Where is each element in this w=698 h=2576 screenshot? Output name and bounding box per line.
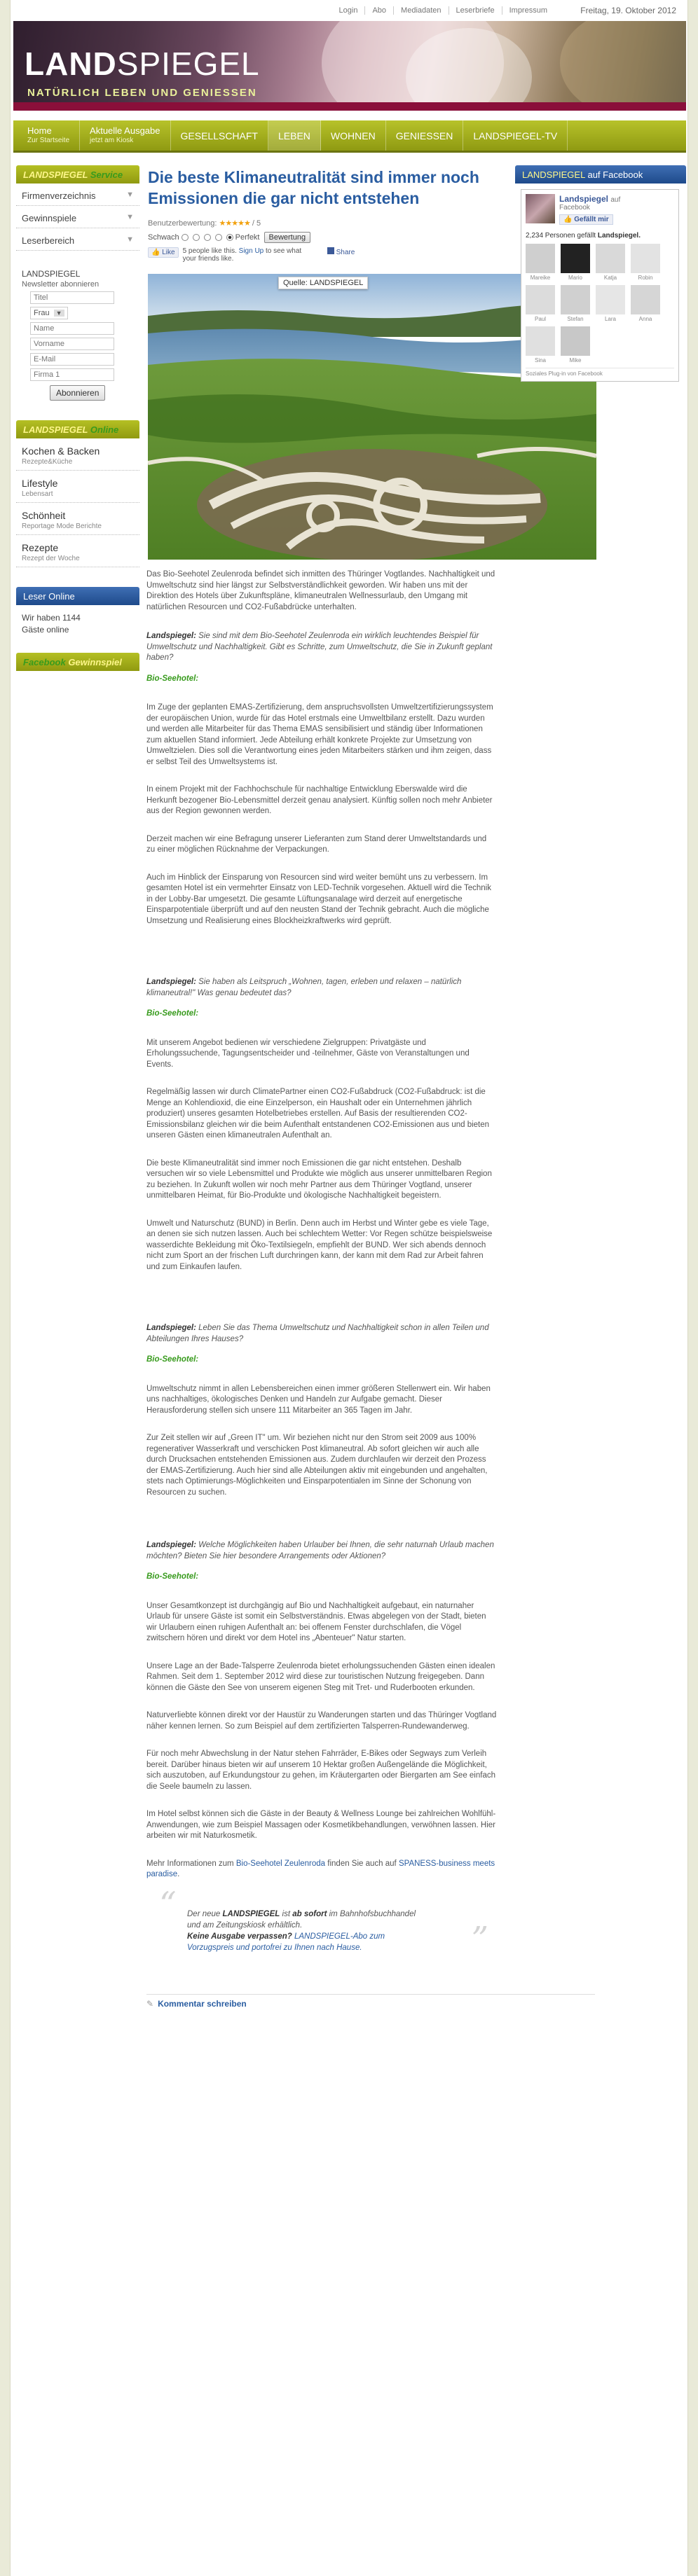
- category-schoenheit[interactable]: Schönheit Reportage Mode Berichte: [16, 503, 139, 535]
- chevron-down-icon: ▼: [126, 191, 134, 199]
- more-info: Mehr Informationen zum Bio-Seehotel Zeulenroda finden Sie auch auf SPANESS-business meets paradise.: [146, 1859, 495, 1878]
- rating-radio-1[interactable]: [182, 234, 189, 241]
- menu-item-firmenverzeichnis[interactable]: Firmenverzeichnis ▼: [16, 183, 139, 206]
- fb-face[interactable]: Katja: [596, 244, 625, 281]
- left-sidebar: [16, 165, 139, 671]
- current-date: Freitag, 19. Oktober 2012: [580, 6, 676, 15]
- top-links: [332, 6, 554, 15]
- newsletter-firma-field[interactable]: [30, 368, 114, 381]
- abo-link[interactable]: LANDSPIEGEL-Abo zum: [294, 1932, 385, 1941]
- like-count-text: 5 people like this. Sign Up to see what your friends like.: [182, 247, 302, 263]
- answer-4-p1: Unser Gesamtkonzept ist durchgängig auf Bio und Nachhaltigkeit aufgebaut, ein naturnaher Urlaub für unsere Gäste ist somit ein Selbstverständnis. Etwas abgelegen von der Stadt, bieten wir Urlaubern einen ruhigen Aufenthalt an: bei offenem Fenster durchschlafen, die Vögel zwitschern hören und direkt vor dem Hotel ins „Abenteuer" Natur starten.: [146, 1601, 486, 1642]
- answer-3-p1: Umweltschutz nimmt in allen Lebensbereichen einen immer größeren Stellenwert ein. Wir haben uns nachhaltiges, ökologisches Denken und Handeln zur Aufgabe gemacht. Dieser Herausforderung stellen sich unsere 111 Mitarbeiter an 365 Tagen im Jahr.: [146, 1384, 491, 1415]
- nav-item-geniessen[interactable]: GENIESSEN: [386, 120, 464, 151]
- answer-1-p1: Im Zuge der geplanten EMAS-Zertifizierung, dem anspruchsvollsten Umweltzertifizierungssystem der europäischen Union, wurde für das Hotel erstmals eine Umweltbilanz erstellt. Dazu wurden und werden alle Mitarbeiter für das Thema EMAS sensibilisiert und ständig über Informationen zum aktuellen Stand informiert. Jede Abteilung erhält konkrete Projekte zur Umsetzung von Umweltzielen. Dies soll die Verantwortung eines jeden Mitarbeiters stärken und ihm zeigen, dass er selbst Teil des Umweltsystems ist.: [146, 703, 493, 766]
- fb-face[interactable]: Mario: [561, 244, 590, 281]
- fb-face[interactable]: Sina: [526, 326, 555, 363]
- comment-icon: ✎: [146, 1998, 154, 2009]
- fb-face[interactable]: Mike: [561, 326, 590, 363]
- newsletter-email-field[interactable]: [30, 353, 114, 366]
- article: [146, 165, 518, 2009]
- fb-like-button[interactable]: 👍 Gefällt mir: [559, 214, 613, 225]
- topbar: [11, 0, 687, 21]
- question-3: Landspiegel: Leben Sie das Thema Umweltschutz und Nachhaltigkeit schon in allen Teilen und Abteilungen Ihres Hauses?: [146, 1324, 489, 1343]
- question-2: Landspiegel: Sie haben als Leitspruch „Wohnen, tagen, erleben und relaxen – natürlich klimaneutral!" Was genau bedeutet das?: [146, 978, 462, 997]
- fb-page-name[interactable]: Landspiegel auf Facebook 👍 Gefällt mir: [559, 194, 621, 223]
- newsletter-name-field[interactable]: [30, 322, 114, 335]
- menu-item-leserbereich[interactable]: Leserbereich ▼: [16, 228, 139, 251]
- service-heading: LANDSPIEGEL Service: [16, 165, 139, 183]
- nav-item-home[interactable]: Home Zur Startseite: [18, 120, 80, 151]
- fb-face[interactable]: Stefan: [561, 285, 590, 322]
- facebook-share-button[interactable]: Share: [327, 247, 355, 256]
- leser-online-heading: Leser Online: [16, 587, 139, 605]
- main-nav: [13, 120, 686, 153]
- nav-item-landspiegel-tv[interactable]: LANDSPIEGEL-TV: [463, 120, 568, 151]
- newsletter-title-field[interactable]: [30, 291, 114, 304]
- subscribe-button[interactable]: Abonnieren: [50, 385, 105, 401]
- right-sidebar: [515, 165, 686, 382]
- top-link-abo[interactable]: Abo: [364, 6, 393, 15]
- page-thumbnail: [526, 194, 555, 223]
- answer-3-p2: Zur Zeit stellen wir auf „Green IT" um. Wir beziehen nicht nur den Strom seit 2009 aus 100% regenerativer Wasserkraft und verschicken Post klimaneutral. Ab sofort gleichen wir auch alle durch Drucksachen entstehenden Emissionen aus. Zudem durchlaufen wir derzeit den Prozess der EMAS-Zertifizierung. Auch hier sind alle Abteilungen aktiv mit eingebunden und angehalten, stets nach Optimierungs-Möglichkeiten und Einsparpotentialen im Sinne der Schonung von Resourcen zu suchen.: [146, 1434, 488, 1497]
- answer-1-p3: Derzeit machen wir eine Befragung unserer Lieferanten zum Stand derer Umweltstandards und zu einer möglichen Rücknahme der Verpackungen.: [146, 834, 487, 854]
- promo-quote: “ Der neue LANDSPIEGEL ist ab sofort im Bahnhofsbuchhandel und am Zeitungskiosk erhältlich. Keine Ausgabe verpassen? LANDSPIEGEL-Abo zum Vorzugspreis und portofrei zu Ihnen nach Hause. ”: [159, 1884, 488, 1959]
- nav-item-wohnen[interactable]: WOHNEN: [321, 120, 386, 151]
- article-intro: Das Bio-Seehotel Zeulenroda befindet sich inmitten des Thüringer Vogtlandes. Nachhaltigkeit und Umweltschutz sind hier längst zur Selbstverständlichkeit geworden. Wir haben uns mit der Direktion des Hotels über Zukunftspläne, klimaneutralen Wellnessurlaub, den Umgang mit natürlichen Resourcen und CO2-Fußabdrücke unterhalten.: [146, 570, 495, 611]
- answer-4-p4: Für noch mehr Abwechslung in der Natur stehen Fahrräder, E-Bikes oder Segways zum Verleih bereit. Darüber hinaus bieten wir auf unserem 10 Hektar großen Außengelände die Möglichkeit, sich auszutoben, auf Erkundungstour zu gehen, im Kräutergarten oder Biergarten am See einfach die Seele baumeln zu lassen.: [146, 1750, 495, 1791]
- site-logo[interactable]: LANDSPIEGEL: [25, 46, 260, 82]
- rating-radio-4[interactable]: [215, 234, 222, 241]
- chevron-down-icon: ▼: [126, 213, 134, 221]
- facebook-heading: LANDSPIEGEL auf Facebook: [515, 165, 686, 183]
- online-count: Wir haben 1144 Gäste online: [22, 613, 81, 635]
- online-heading: LANDSPIEGEL Online: [16, 420, 139, 438]
- nav-item-gesellschaft[interactable]: GESELLSCHAFT: [171, 120, 268, 151]
- fb-face[interactable]: Lara: [596, 285, 625, 322]
- answer-4-p5: Im Hotel selbst können sich die Gäste in der Beauty & Wellness Lounge bei zahlreichen Wohlfühl-Anwendungen, wie zum Beispiel Massagen oder Kosmetikbehandlungen, verwöhnen lassen. Hier arbeiten wir mit Naturkosmetik.: [146, 1810, 496, 1840]
- link-bio-seehotel[interactable]: Bio-Seehotel Zeulenroda: [235, 1859, 326, 1868]
- rating-radio-2[interactable]: [193, 234, 200, 241]
- answer-1-p2: In einem Projekt mit der Fachhochschule für nachhaltige Entwicklung Eberswalde wird die Herkunft bezogener Bio-Lebensmittel derzeit genau analysiert. Künftig sollen noch mehr Anbieter aus der Region gewonnen werden.: [146, 785, 493, 815]
- menu-item-gewinnspiele[interactable]: Gewinnspiele ▼: [16, 206, 139, 228]
- signup-link[interactable]: Sign Up: [238, 247, 264, 255]
- facebook-like-row: [148, 247, 518, 263]
- answer-label-3: Bio-Seehotel:: [146, 1355, 199, 1364]
- newsletter-anrede-select[interactable]: Frau ▼: [30, 307, 68, 319]
- fb-like-count: 2,234 Personen gefällt Landspiegel.: [526, 232, 641, 240]
- fb-plugin-footer: Soziales Plug-in von Facebook: [526, 368, 674, 377]
- quote-open-icon: “: [159, 1884, 177, 1924]
- header-banner: [13, 21, 686, 111]
- top-link-mediadaten[interactable]: Mediadaten: [393, 6, 449, 15]
- chevron-down-icon: ▼: [54, 310, 64, 317]
- newsletter-brand: LANDSPIEGEL: [22, 269, 81, 279]
- photo-caption: Quelle: LANDSPIEGEL: [278, 277, 368, 289]
- page: [10, 0, 688, 2576]
- top-link-impressum[interactable]: Impressum: [502, 6, 554, 15]
- top-link-leserbriefe[interactable]: Leserbriefe: [449, 6, 502, 15]
- answer-4-p3: Naturverliebte können direkt vor der Haustür zu Wanderungen starten und das Thüringer Vogtland näher kennen lernen. So zum Beispiel auf dem zertifizierten Talsperren-Rundewanderweg.: [146, 1711, 497, 1731]
- category-kochen[interactable]: Kochen & Backen Rezepte&Küche: [16, 438, 139, 471]
- fb-face[interactable]: Anna: [631, 285, 660, 322]
- fb-face[interactable]: Robin: [631, 244, 660, 281]
- rating-radio-3[interactable]: [204, 234, 211, 241]
- fb-face[interactable]: Mareike: [526, 244, 555, 281]
- answer-1-p4: Auch im Hinblick der Einsparung von Resourcen sind wird weiter bemüht uns zu verbessern. Im gesamten Hotel ist ein vermehrter Einsatz von LED-Technik vorgesehen. Aktuell wird die Technik in der Lobby-Bar umgesetzt. Die gesamte Lüftungsanalage wird derzeit auf energetische Einsparpotentiale überprüft und auf den neusten Stand der Technik gebracht. Auch die mögliche Umsetzung und Realisierung eines Blockheizkraftwerks wird geprüft.: [146, 873, 491, 925]
- nav-item-leben[interactable]: LEBEN: [268, 120, 321, 151]
- rating-form: Schwach Perfekt Bewertung: [148, 232, 518, 243]
- question-1: Landspiegel: Sie sind mit dem Bio-Seehotel Zeulenroda ein wirklich leuchtendes Beispiel für Umweltschutz und Nachhaltigkeit. Gibt es Schritte, zum Umweltschutz, die Sie in Zukunft geplant haben?: [146, 632, 493, 662]
- answer-4-p2: Unsere Lage an der Bade-Talsperre Zeulenroda bietet erholungssuchenden Gästen einen idealen Rahmen. Seit dem 1. September 2012 wird diese zur touristischen Nutzung freigegeben. Dann können die Gäste den See von unserem eigenen Steg mit Tret- und Ruderbooten erkunden.: [146, 1661, 495, 1692]
- answer-2-p1: Mit unserem Angebot bedienen wir verschiedene Zielgruppen: Privatgäste und Erholungssuchende, Tagungsentscheider und -teilnehmer, Gäste von Veranstaltungen und Events.: [146, 1038, 470, 1069]
- rating-stars-icon: ★★★★★: [219, 219, 250, 228]
- answer-2-p3: Die beste Klimaneutralität sind immer noch Emissionen die gar nicht entstehen. Deshalb versuchen wir so viele Lebensmittel und Produkte wie möglich aus unserer unmittelbaren Region zu beziehen. In Zukunft wollen wir noch mehr Partner aus dem Thüringer Vogtland, unserer unmittelbaren Heimat, für Bio-Produkte und ökologische Nachhaltigkeit begeistern.: [146, 1158, 492, 1200]
- facebook-like-button[interactable]: 👍 Like: [148, 247, 179, 258]
- newsletter-title: Newsletter abonnieren: [22, 280, 100, 289]
- nav-item-aktuelle-ausgabe[interactable]: Aktuelle Ausgabe jetzt am Kiosk: [80, 120, 170, 151]
- category-lifestyle[interactable]: Lifestyle Lebensart: [16, 471, 139, 503]
- facebook-like-box: [521, 189, 679, 382]
- rating-radio-5[interactable]: [226, 234, 233, 241]
- question-4: Landspiegel: Welche Möglichkeiten haben Urlauber bei Ihnen, die sehr naturnah Urlaub machen möchten? Bieten Sie hier besondere Arrangements oder Aktionen?: [146, 1541, 494, 1560]
- category-rezepte[interactable]: Rezepte Rezept der Woche: [16, 535, 139, 567]
- fb-faces: [526, 244, 674, 363]
- answer-2-p4: Umwelt und Naturschutz (BUND) in Berlin. Denn auch im Herbst und Winter gebe es viele Tage, an denen sie sich nutzen lassen. Auch bei schlechtem Wetter: Vor Regen schütze beispielsweise wasserdichte Bekleidung mit Öko-Textilsiegeln, empfiehlt der BUND. Wer sich abends dennoch nicht zum Sport an der frischen Luft durchringen kann, der kann mit dem Rad zur Arbeit fahren und zum Einkaufen laufen.: [146, 1219, 493, 1271]
- answer-label-4: Bio-Seehotel:: [146, 1572, 199, 1581]
- rate-button[interactable]: Bewertung: [264, 232, 311, 243]
- write-comment-link[interactable]: ✎ Kommentar schreiben: [146, 1994, 595, 2009]
- banner-strip: [13, 102, 686, 111]
- answer-2-p2: Regelmäßig lassen wir durch ClimatePartner einen CO2-Fußabdruck (CO2-Fußabdruck: ist die Menge an Kohlendioxid, die eine Einzelperson, ein Haushalt oder ein Unternehmen jährlich produziert) unseres gesamten Hotelbetriebes erstellen. Auf Basis der resultierenden CO2-Emissionsbilanz gleichen wir die beim Aufenthalt entstandenen CO2-Emissionen aus und bieten unseren Gästen einen klimaneutralen Aufenthalt an.: [146, 1088, 490, 1140]
- fb-face[interactable]: Paul: [526, 285, 555, 322]
- site-slogan: NATÜRLICH LEBEN UND GENIESSEN: [27, 87, 257, 99]
- newsletter-vorname-field[interactable]: [30, 338, 114, 350]
- facebook-icon: [327, 247, 334, 254]
- user-rating: Benutzerbewertung: ★★★★★ / 5: [148, 219, 261, 228]
- chevron-down-icon: ▼: [126, 235, 134, 244]
- facebook-gewinnspiel-heading[interactable]: Facebook Gewinnspiel: [16, 653, 139, 671]
- answer-label-2: Bio-Seehotel:: [146, 1009, 199, 1018]
- quote-close-icon: ”: [471, 1919, 488, 1959]
- link-spaness[interactable]: SPANESS-business meets paradise: [146, 1859, 495, 1878]
- article-title: Die beste Klimaneutralität sind immer noch Emissionen die gar nicht entstehen: [148, 168, 479, 207]
- answer-label-1: Bio-Seehotel:: [146, 674, 199, 683]
- top-link-login[interactable]: Login: [338, 6, 358, 15]
